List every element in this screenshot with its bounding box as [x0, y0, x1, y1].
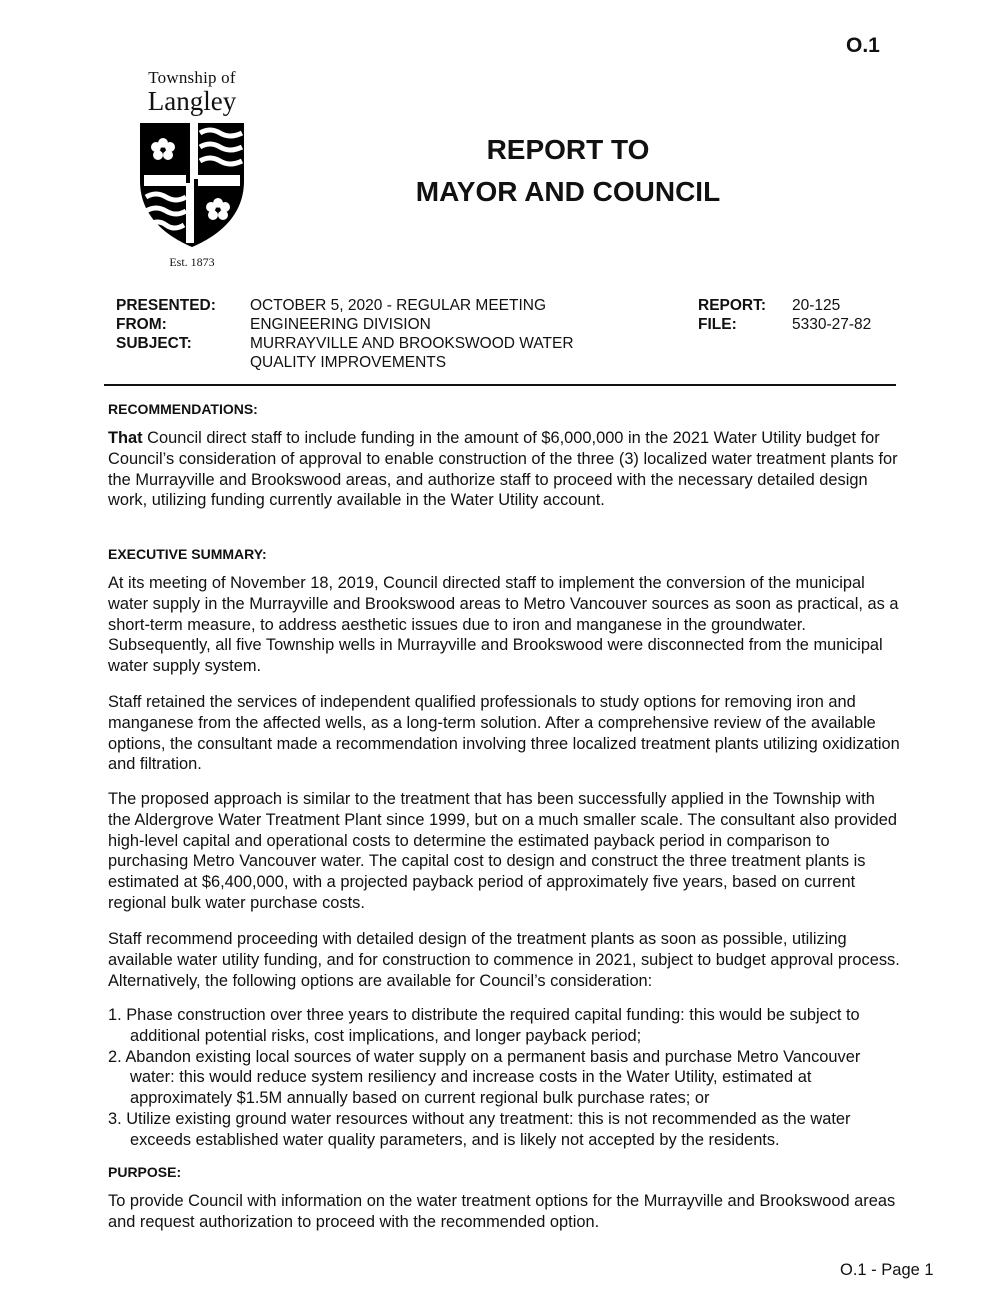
report-title-line-1: REPORT TO: [486, 134, 650, 165]
agenda-item-code: O.1: [846, 34, 880, 57]
meta-row-from: [116, 315, 574, 334]
summary-paragraph-1: At its meeting of November 18, 2019, Council directed staff to implement the conversion of the municipal water supply in the Murrayville and Brookswood areas to Metro Vancouver sources as soon as practical, as a short-term measure, to address aesthetic issues due to iron and manganese in the groundwater. Subsequently, all five Township wells in Murrayville and Brookswood were disconnected from the municipal water supply system.: [108, 574, 899, 676]
meta-value: OCTOBER 5, 2020 - REGULAR MEETING: [250, 297, 547, 314]
township-logo: [132, 68, 252, 270]
meta-value: ENGINEERING DIVISION: [250, 316, 431, 333]
coat-of-arms-shield-icon: [138, 121, 246, 249]
report-meta-left: [116, 296, 574, 372]
header-divider: [104, 384, 896, 386]
meta-value: QUALITY IMPROVEMENTS: [250, 354, 447, 371]
executive-summary-heading: EXECUTIVE SUMMARY:: [108, 546, 267, 562]
meta-label: REPORT:: [698, 297, 767, 314]
meta-row-presented: [116, 296, 574, 315]
summary-paragraph-3: The proposed approach is similar to the treatment that has been successfully applied in the Township with the Aldergrove Water Treatment Plant since 1999, but on a much smaller scale. The consultant also provided high-level capital and operational costs to determine the estimated payback period in comparison to purchasing Metro Vancouver water. The capital cost to design and construct the three treatment plants is estimated at $6,400,000, with a projected payback period of approximately five years, based on current regional bulk water purchase costs.: [108, 790, 897, 912]
meta-value: 5330-27-82: [792, 316, 872, 333]
summary-paragraph-4: Staff recommend proceeding with detailed design of the treatment plants as soon as possible, utilizing available water utility funding, and for construction to commence in 2021, subject to budget approval process. Alternatively, the following options are available for Council’s consideration:: [108, 930, 900, 990]
report-meta-right: [698, 296, 871, 334]
meta-label: FROM:: [116, 316, 167, 333]
meta-row-subject: [116, 334, 574, 353]
recommendation-lead: That: [108, 429, 143, 447]
logo-established: Est. 1873: [169, 255, 215, 269]
purpose-text: To provide Council with information on the water treatment options for the Murrayville and Brookswood areas and request authorization to proceed with the recommended option.: [108, 1192, 896, 1231]
meta-row-file: [698, 315, 871, 334]
option-item: 2. Abandon existing local sources of water supply on a permanent basis and purchase Metro Vancouver water: this would reduce system resiliency and increase costs in the Water Utility, estimated at approximately $1.5M annually based on current regional bulk purchase rates; or: [108, 1047, 861, 1108]
recommendations-heading: RECOMMENDATIONS:: [108, 401, 258, 417]
logo-line-2: Langley: [147, 86, 237, 116]
meta-row-report: [698, 296, 871, 315]
meta-label: SUBJECT:: [116, 335, 192, 352]
purpose-heading: PURPOSE:: [108, 1164, 182, 1180]
meta-label: PRESENTED:: [116, 297, 216, 314]
meta-label: FILE:: [698, 316, 737, 333]
meta-row-subject-cont: [116, 353, 574, 372]
meta-value: 20-125: [792, 297, 841, 314]
meta-value: MURRAYVILLE AND BROOKSWOOD WATER: [250, 335, 574, 352]
summary-paragraph-2: Staff retained the services of independent qualified professionals to study options for removing iron and manganese from the affected wells, as a long-term solution. After a comprehensive review of the available options, the consultant made a recommendation involving three localized treatment plants utilizing oxidization and filtration.: [108, 693, 900, 774]
recommendation-body: Council direct staff to include funding in the amount of $6,000,000 in the 2021 Water Utility budget for Council’s consideration of approval to enable construction of the three (3) localized water treatment plants for the Murrayville and Brookswood areas, and authorize staff to proceed with the necessary detailed design work, utilizing funding currently available in the Water Utility account.: [108, 429, 898, 510]
option-item: 3. Utilize existing ground water resources without any treatment: this is not recommended as the water exceeds established water quality parameters, and is likely not accepted by the residents.: [108, 1109, 851, 1149]
meta-label: [116, 353, 250, 372]
recommendations-text: [108, 428, 900, 511]
page-number: O.1 - Page 1: [840, 1261, 934, 1279]
option-item: 1. Phase construction over three years to distribute the required capital funding: this would be subject to additional potential risks, cost implications, and longer payback period;: [108, 1006, 860, 1045]
report-title-line-2: MAYOR AND COUNCIL: [415, 176, 721, 207]
logo-line-1: Township of: [148, 68, 236, 87]
options-list: [108, 1005, 908, 1151]
